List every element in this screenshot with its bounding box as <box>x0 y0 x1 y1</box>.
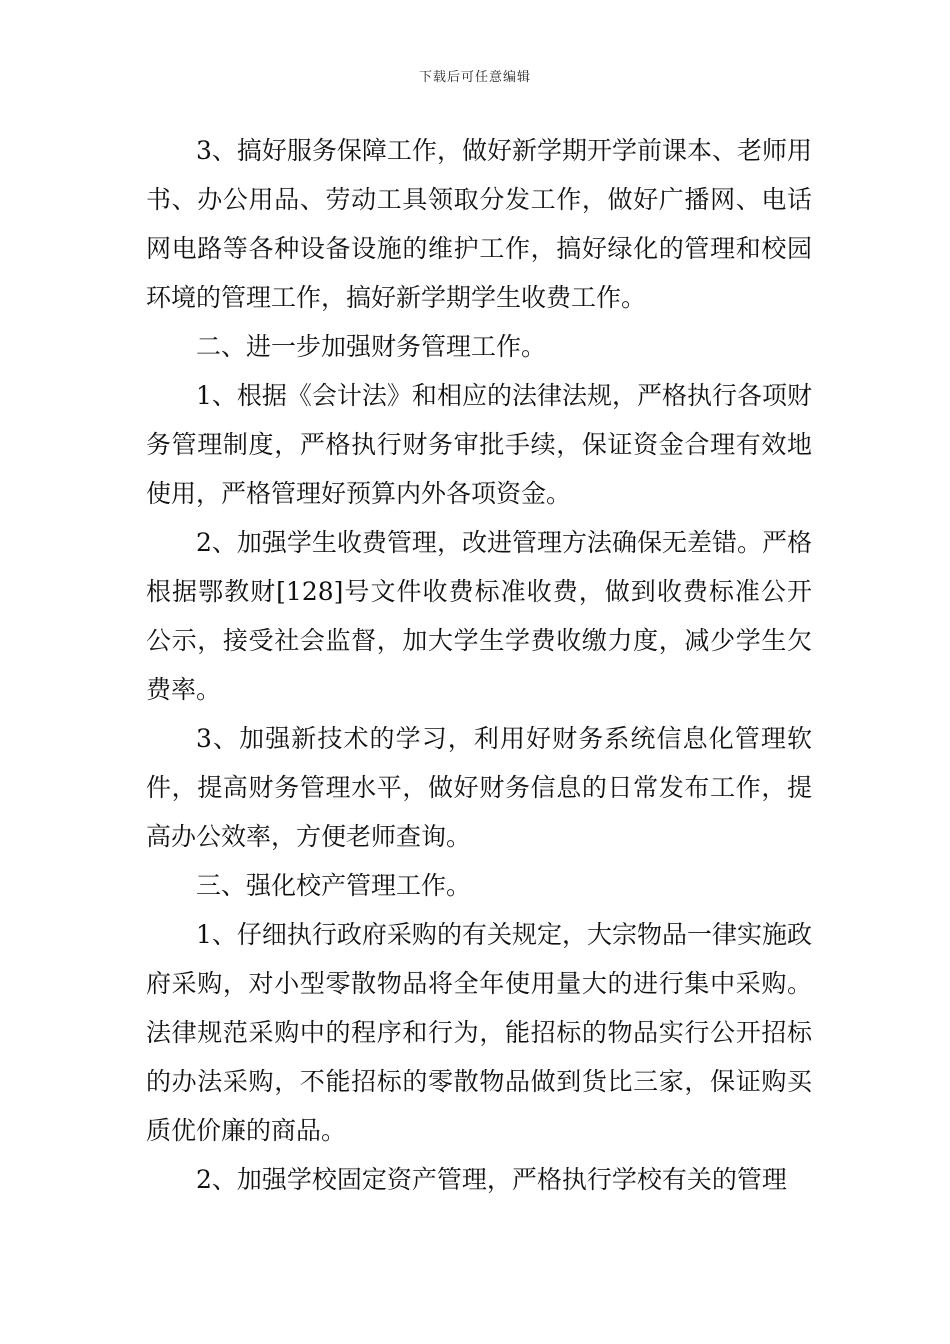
paragraph-service-support: 3、搞好服务保障工作，做好新学期开学前课本、老师用书、办公用品、劳动工具领取分发工作，做好广播网、电话网电路等各种设备设施的维护工作，搞好绿化的管理和校园环境的管理工作，搞好新学期学生收费工作。 <box>146 136 812 312</box>
heading-finance-management: 二、进一步加强财务管理工作。 <box>196 332 547 361</box>
header-note: 下载后可任意编辑 <box>418 70 531 85</box>
paragraph-fixed-assets: 2、加强学校固定资产管理，严格执行学校有关的管理 <box>196 1165 787 1194</box>
paragraph-student-fees: 2、加强学生收费管理，改进管理方法确保无差错。严格根据鄂教财[128]号文件收费标准收费，做到收费标准公开公示，接受社会监督，加大学生学费收缴力度，减少学生欠费率。 <box>146 528 812 704</box>
paragraph-procurement: 1、仔细执行政府采购的有关规定，大宗物品一律实施政府采购，对小型零散物品将全年使用量大的进行集中采购。法律规范采购中的程序和行为，能招标的物品实行公开招标的办法采购，不能招标的零散物品做到货比三家，保证购买质优价廉的商品。 <box>146 920 812 1145</box>
document-body <box>146 126 812 1204</box>
paragraph-accounting-law: 1、根据《会计法》和相应的法律法规，严格执行各项财务管理制度，严格执行财务审批手续，保证资金合理有效地使用，严格管理好预算内外各项资金。 <box>146 381 812 508</box>
heading-asset-management: 三、强化校产管理工作。 <box>196 871 472 900</box>
paragraph-new-technology: 3、加强新技术的学习，利用好财务系统信息化管理软件，提高财务管理水平，做好财务信息的日常发布工作，提高办公效率，方便老师查询。 <box>146 724 812 851</box>
